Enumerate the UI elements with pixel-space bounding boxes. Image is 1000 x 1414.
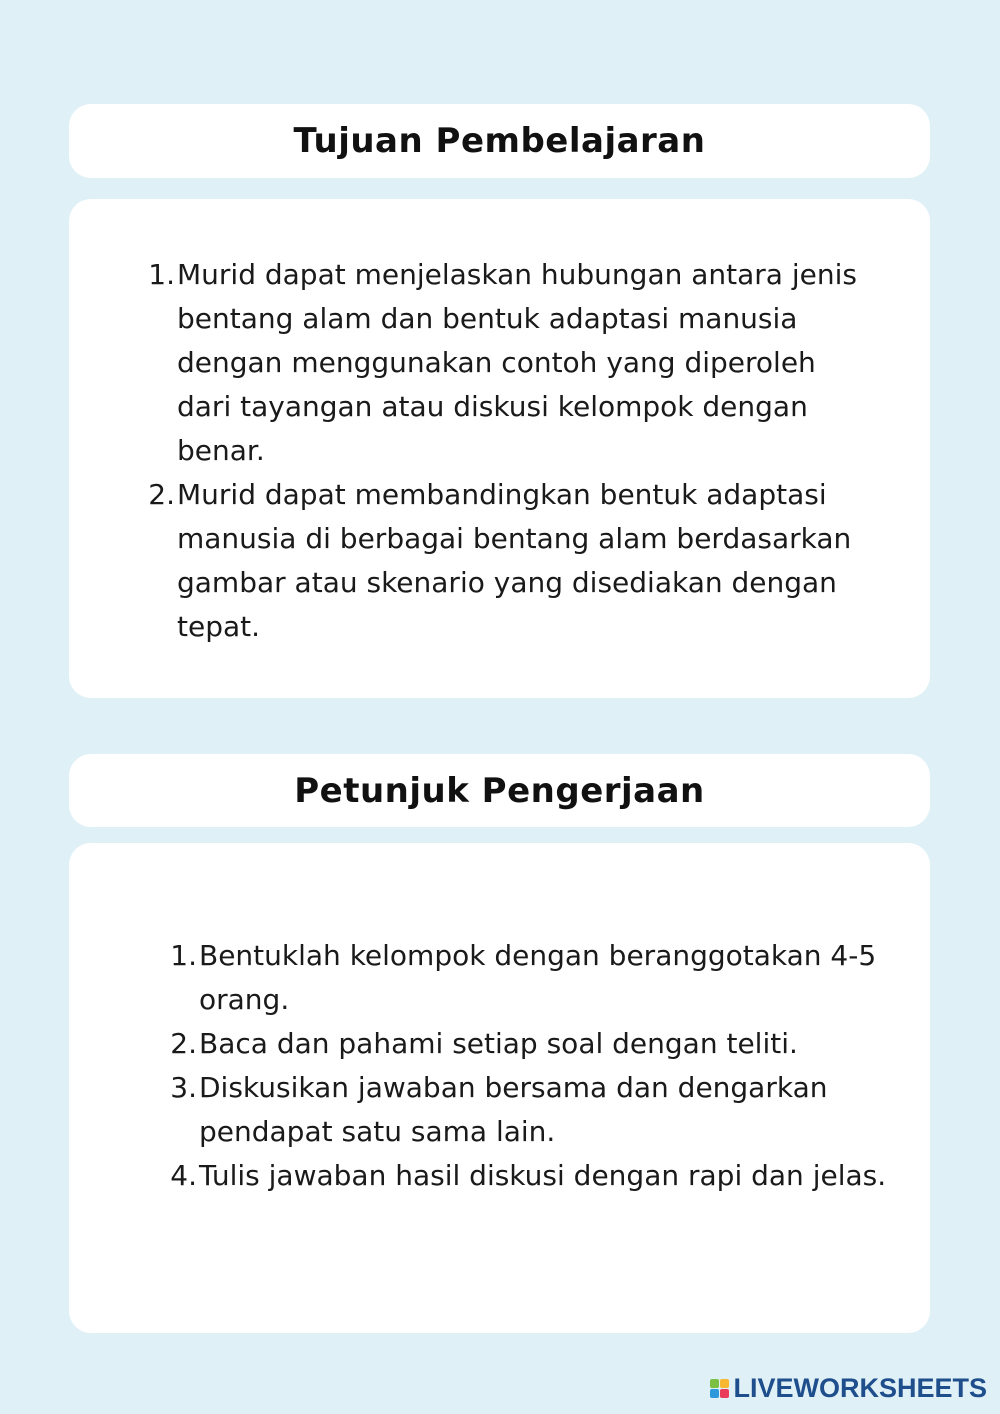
list-item-text: Tulis jawaban hasil diskusi dengan rapi dan jelas. (199, 1159, 887, 1192)
list-item (170, 1154, 909, 1198)
list-item-number: 3. (170, 1071, 197, 1104)
list-item (148, 473, 877, 649)
liveworksheets-logo-icon (710, 1379, 729, 1398)
list-item-text: Murid dapat membandingkan bentuk adaptasi manusia di berbagai bentang alam berdasarkan gambar atau skenario yang disediakan dengan tepat. (177, 478, 852, 643)
learning-objectives-list (148, 253, 877, 649)
instructions-title: Petunjuk Pengerjaan (294, 770, 705, 811)
liveworksheets-wordmark: LIVEWORKSHEETS (733, 1373, 987, 1403)
instructions-list (170, 934, 909, 1198)
learning-objectives-title: Tujuan Pembelajaran (293, 121, 706, 161)
list-item (170, 934, 909, 1022)
list-item-number: 2. (170, 1027, 197, 1060)
list-item-number: 2. (148, 478, 175, 511)
logo-square (720, 1379, 729, 1388)
list-item-number: 4. (170, 1159, 197, 1192)
list-item (148, 253, 877, 473)
list-item (170, 1022, 909, 1066)
learning-objectives-header-card (69, 104, 930, 178)
list-item-text: Baca dan pahami setiap soal dengan teliti. (199, 1027, 798, 1060)
logo-square (710, 1379, 719, 1388)
list-item-text: Murid dapat menjelaskan hubungan antara jenis bentang alam dan bentuk adaptasi manusia dengan menggunakan contoh yang diperoleh dari tayangan atau diskusi kelompok dengan benar. (177, 258, 857, 467)
list-item-text: Bentuklah kelompok dengan beranggotakan 4-5 orang. (199, 939, 877, 1016)
list-item (170, 1066, 909, 1154)
list-item-text: Diskusikan jawaban bersama dan dengarkan pendapat satu sama lain. (199, 1071, 828, 1148)
logo-square (720, 1389, 729, 1398)
instructions-card (69, 843, 930, 1333)
instructions-header-card (69, 754, 930, 827)
liveworksheets-brand[interactable] (710, 1373, 987, 1404)
learning-objectives-card (69, 199, 930, 698)
list-item-number: 1. (148, 258, 175, 291)
logo-square (710, 1389, 719, 1398)
list-item-number: 1. (170, 939, 197, 972)
